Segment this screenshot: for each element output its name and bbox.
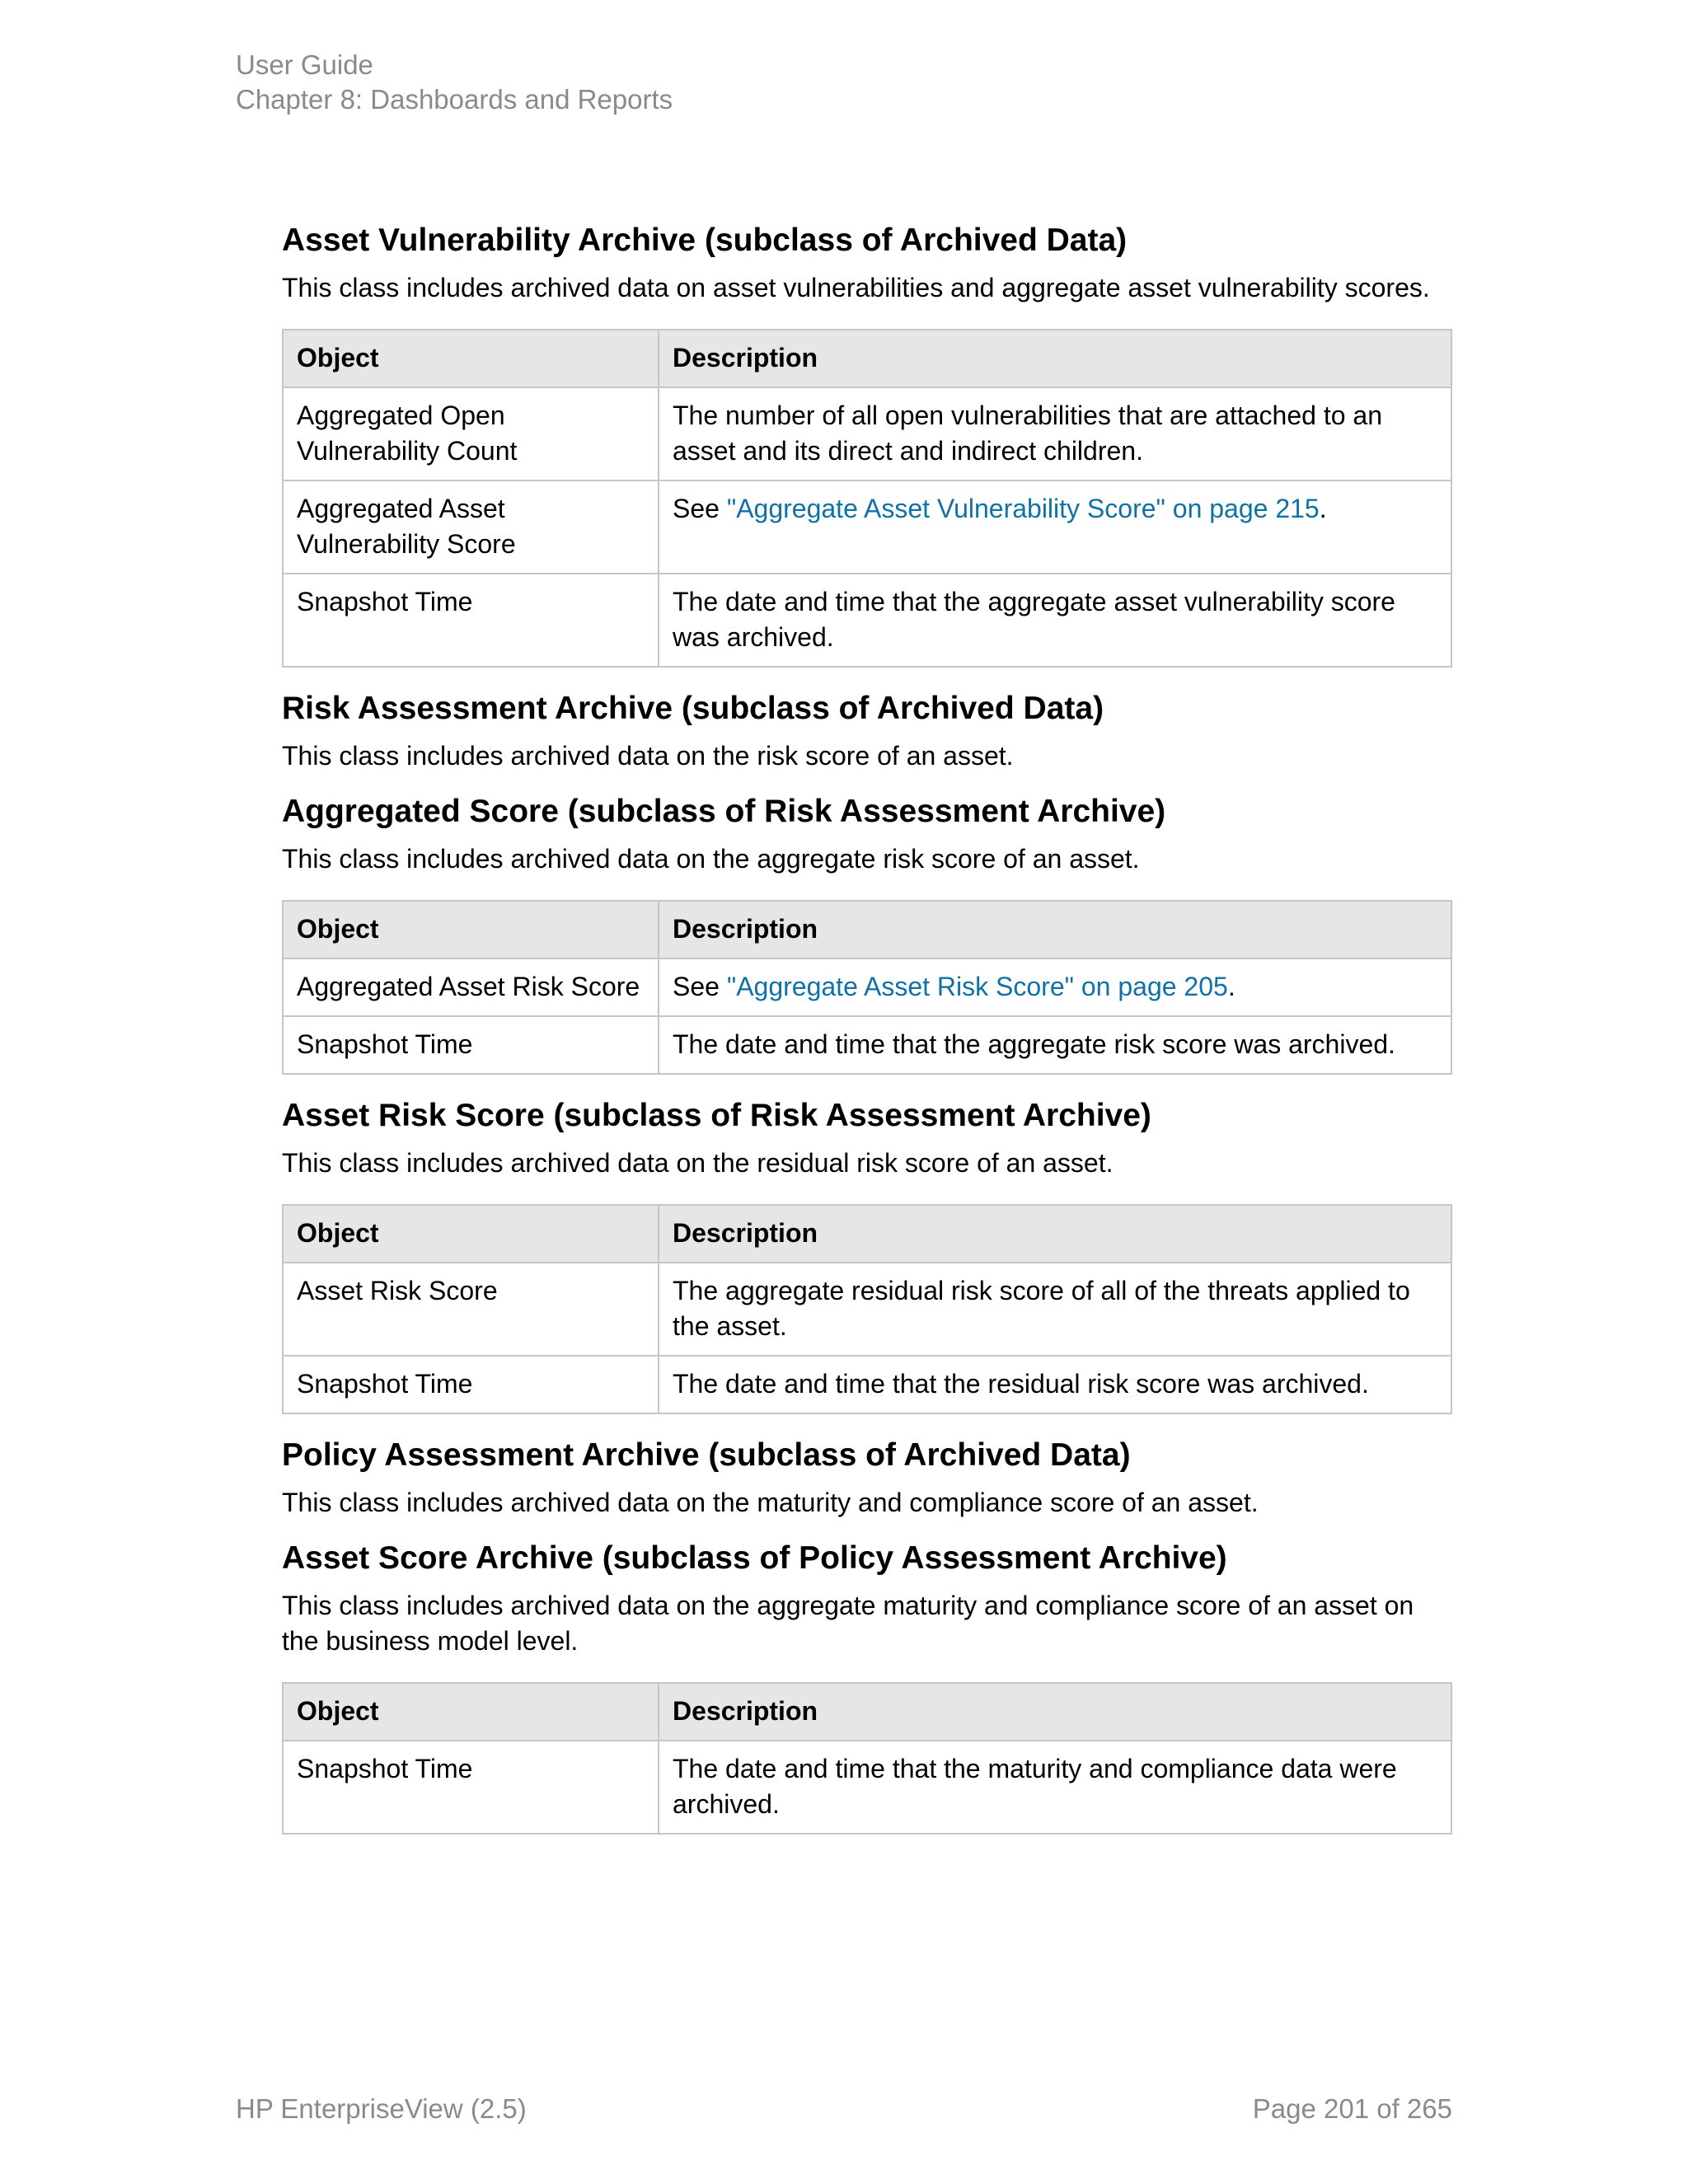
table-header-row <box>283 1683 1451 1741</box>
table-header-row <box>283 330 1451 387</box>
object-cell: Aggregated Asset Risk Score <box>283 958 659 1016</box>
section-intro: This class includes archived data on the risk score of an asset. <box>282 741 1014 771</box>
section-intro: This class includes archived data on asset vulnerabilities and aggregate asset vulnerability scores. <box>282 273 1430 302</box>
table-row <box>283 1263 1451 1356</box>
description-cell: The date and time that the maturity and compliance data were archived. <box>659 1741 1451 1834</box>
object-cell: Snapshot Time <box>283 574 659 667</box>
description-cell: The date and time that the aggregate risk score was archived. <box>659 1016 1451 1074</box>
object-cell: Aggregated Asset Vulnerability Score <box>283 480 659 574</box>
column-header-object: Object <box>283 901 659 958</box>
footer-product: HP EnterpriseView (2.5) <box>236 2093 527 2124</box>
object-cell: Asset Risk Score <box>283 1263 659 1356</box>
column-header-description: Description <box>659 330 1451 387</box>
section-intro: This class includes archived data on the aggregate maturity and compliance score of an asset on the business model level. <box>282 1591 1414 1656</box>
asset-score-archive-table <box>282 1682 1452 1835</box>
chapter-title: Chapter 8: Dashboards and Reports <box>236 84 673 115</box>
running-header <box>236 48 673 117</box>
footer-page-number: Page 201 of 265 <box>1252 2093 1452 2124</box>
section-heading-aggregated-score: Aggregated Score (subclass of Risk Assessment Archive) <box>282 794 1166 829</box>
object-cell: Aggregated Open Vulnerability Count <box>283 387 659 480</box>
table-row <box>283 1356 1451 1413</box>
cross-reference-link[interactable]: "Aggregate Asset Risk Score" on page 205 <box>726 972 1228 1001</box>
asset-risk-score-table <box>282 1204 1452 1414</box>
table-row <box>283 480 1451 574</box>
section-intro: This class includes archived data on the aggregate risk score of an asset. <box>282 844 1140 874</box>
see-prefix: See <box>673 494 727 523</box>
column-header-description: Description <box>659 1683 1451 1741</box>
aggregated-score-table <box>282 900 1452 1075</box>
table-row <box>283 387 1451 480</box>
description-cell: The date and time that the aggregate asset vulnerability score was archived. <box>659 574 1451 667</box>
asset-vulnerability-table <box>282 329 1452 668</box>
column-header-description: Description <box>659 901 1451 958</box>
description-cell: The aggregate residual risk score of all of the threats applied to the asset. <box>659 1263 1451 1356</box>
description-cell <box>659 480 1451 574</box>
section-heading-policy-assessment-archive: Policy Assessment Archive (subclass of Archived Data) <box>282 1437 1131 1473</box>
section-heading-asset-score-archive: Asset Score Archive (subclass of Policy Assessment Archive) <box>282 1540 1227 1576</box>
see-prefix: See <box>673 972 727 1001</box>
description-cell <box>659 958 1451 1016</box>
table-header-row <box>283 901 1451 958</box>
object-cell: Snapshot Time <box>283 1356 659 1413</box>
table-row <box>283 1016 1451 1074</box>
doc-title: User Guide <box>236 49 373 80</box>
object-cell: Snapshot Time <box>283 1741 659 1834</box>
section-intro: This class includes archived data on the maturity and compliance score of an asset. <box>282 1488 1259 1517</box>
description-cell: The number of all open vulnerabilities that are attached to an asset and its direct and indirect children. <box>659 387 1451 480</box>
table-row <box>283 574 1451 667</box>
table-row <box>283 958 1451 1016</box>
cross-reference-link[interactable]: "Aggregate Asset Vulnerability Score" on page 215 <box>726 494 1320 523</box>
section-intro: This class includes archived data on the residual risk score of an asset. <box>282 1148 1114 1178</box>
link-suffix: . <box>1319 494 1327 523</box>
table-header-row <box>283 1205 1451 1263</box>
page-content <box>282 221 1451 1856</box>
object-cell: Snapshot Time <box>283 1016 659 1074</box>
section-heading-asset-vulnerability-archive: Asset Vulnerability Archive (subclass of Archived Data) <box>282 223 1128 258</box>
section-heading-asset-risk-score: Asset Risk Score (subclass of Risk Assessment Archive) <box>282 1098 1151 1133</box>
column-header-object: Object <box>283 1683 659 1741</box>
column-header-description: Description <box>659 1205 1451 1263</box>
column-header-object: Object <box>283 330 659 387</box>
section-heading-risk-assessment-archive: Risk Assessment Archive (subclass of Archived Data) <box>282 691 1104 726</box>
column-header-object: Object <box>283 1205 659 1263</box>
table-row <box>283 1741 1451 1834</box>
description-cell: The date and time that the residual risk score was archived. <box>659 1356 1451 1413</box>
link-suffix: . <box>1227 972 1236 1001</box>
